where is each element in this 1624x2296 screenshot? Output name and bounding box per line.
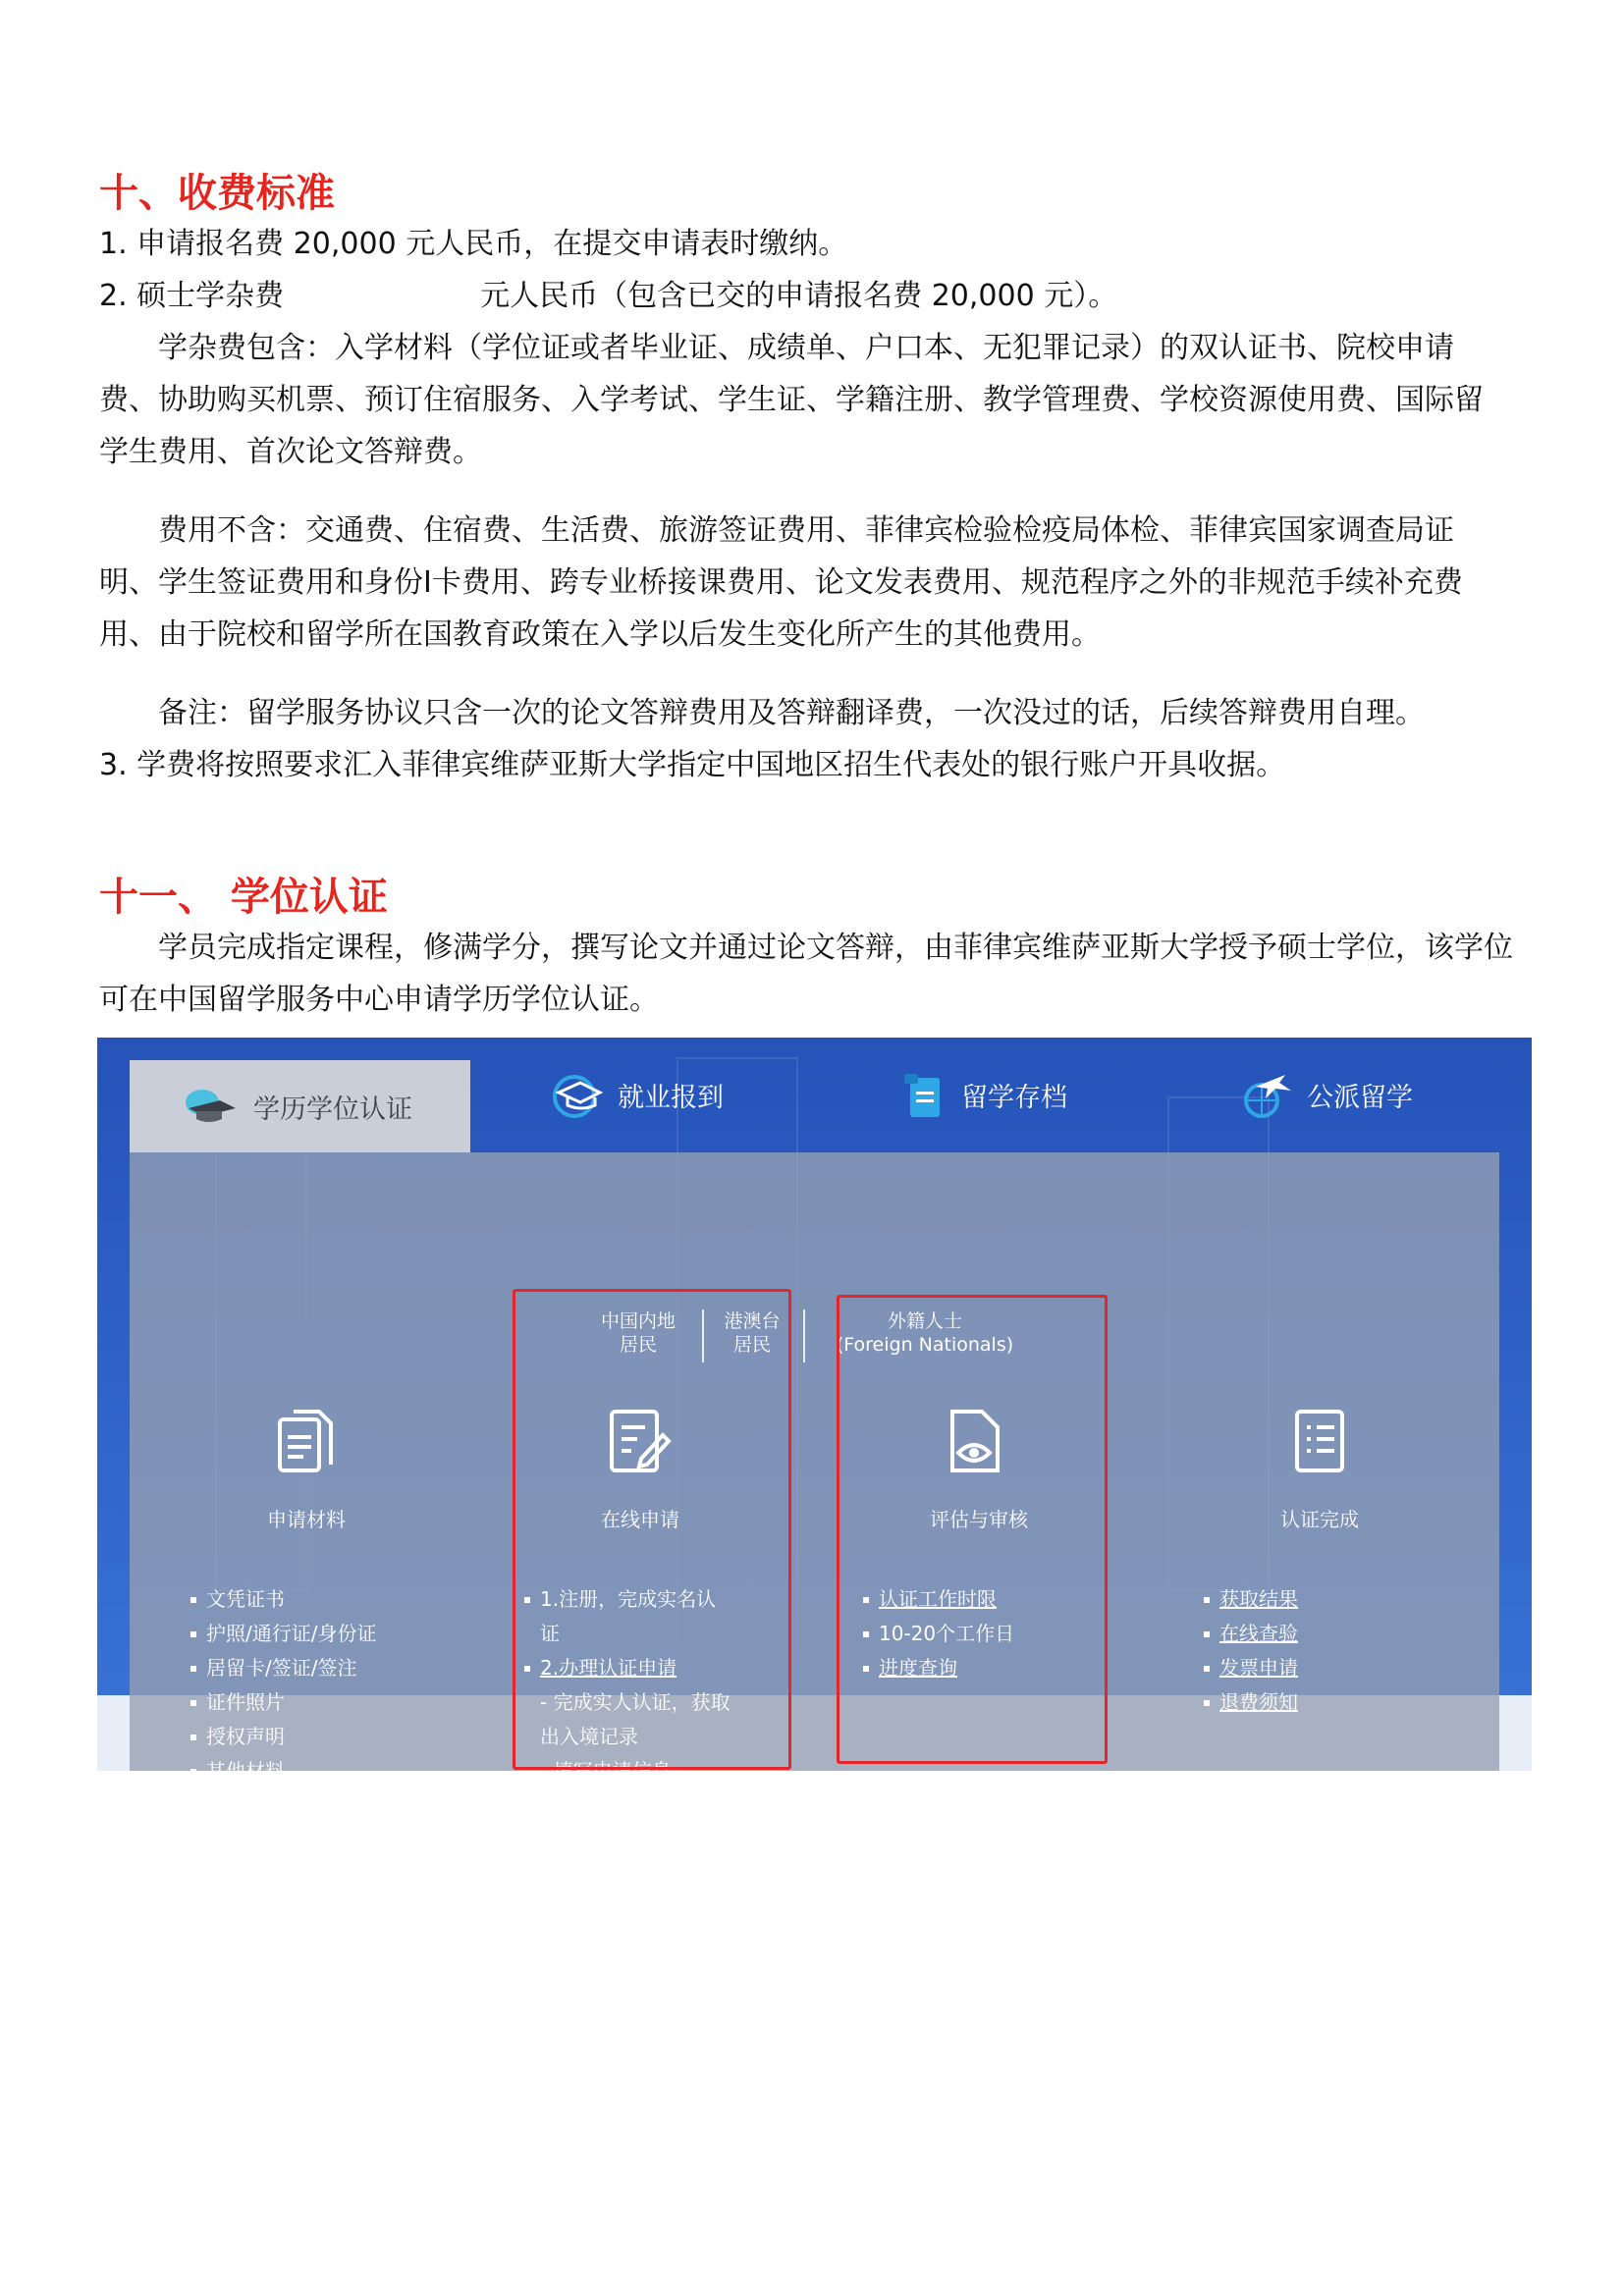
embedded-screenshot — [97, 1038, 1532, 1851]
fees-include-line-2: 费、协助购买机票、预订住宿服务、入学考试、学生证、学籍注册、教学管理费、学校资源使用费、国际留 — [99, 383, 1484, 417]
airplane-globe-icon — [1236, 1069, 1293, 1122]
list-item: 证件照片 — [190, 1685, 436, 1720]
apply-verification-link[interactable]: 2.办理认证申请 — [524, 1651, 770, 1685]
region-line: 居民 — [732, 1334, 771, 1356]
region-line: 中国内地 — [600, 1310, 676, 1332]
fee-line-2-prefix: 2. 硕士学杂费 — [99, 279, 285, 313]
section-10-heading: 十、收费标准 — [99, 171, 335, 216]
online-check-link[interactable]: 在线查验 — [1204, 1617, 1449, 1651]
list-item: 其他材料 — [190, 1754, 436, 1789]
list-item: 文凭证书 — [190, 1582, 436, 1617]
graduation-cap-icon — [179, 1085, 240, 1128]
documents-icon — [272, 1406, 341, 1476]
tab-employment-report[interactable] — [551, 1038, 724, 1152]
list-subitem: - 完成实人认证，获取 — [540, 1690, 731, 1714]
fees-exclude-line-2: 明、学生签证费用和身份I卡费用、跨专业桥接课费用、论文发表费用、规范程序之外的非规范手续补充费 — [99, 565, 1463, 600]
tab-study-archive[interactable] — [900, 1038, 1067, 1152]
region-line: 外籍人士 — [887, 1310, 962, 1332]
cap-outline-icon — [551, 1071, 604, 1120]
list-subitem: 出入境记录 — [540, 1725, 638, 1748]
region-line: 港澳台 — [724, 1310, 781, 1332]
step-title: 申请材料 — [267, 1508, 346, 1531]
fees-exclude-line-1: 费用不含：交通费、住宿费、生活费、旅游签证费用、菲律宾检验检疫局体检、菲律宾国家调查局证 — [158, 513, 1454, 548]
fees-include-line-1: 学杂费包含：入学材料（学位证或者毕业证、成绩单、户口本、无犯罪记录）的双认证书、院校申请 — [158, 331, 1454, 365]
fees-exclude-line-3: 用、由于院校和留学所在国教育政策在入学以后发生变化所产生的其他费用。 — [99, 617, 1101, 652]
degree-body-line-2: 可在中国留学服务中心申请学历学位认证。 — [99, 983, 659, 1017]
tab-government-study[interactable] — [1236, 1038, 1413, 1152]
checklist-icon — [1289, 1406, 1350, 1476]
list-item: 1.注册，完成实名认 — [524, 1582, 770, 1617]
refund-notice-link[interactable]: 退费须知 — [1204, 1685, 1449, 1720]
fee-line-2-suffix: 元人民币（包含已交的申请报名费 20,000 元）。 — [480, 279, 1118, 313]
invoice-request-link[interactable]: 发票申请 — [1204, 1651, 1449, 1685]
materials-list — [190, 1582, 436, 1823]
materials-details-link[interactable]: 材料详情 — [190, 1789, 436, 1823]
get-result-link[interactable]: 获取结果 — [1204, 1582, 1449, 1617]
step-title: 认证完成 — [1280, 1508, 1359, 1531]
document-archive-icon — [900, 1070, 947, 1121]
progress-query-link[interactable]: 进度查询 — [863, 1651, 1109, 1685]
fees-include-line-3: 学生费用、首次论文答辩费。 — [99, 435, 482, 469]
region-line: 居民 — [619, 1334, 657, 1356]
list-subitem: - 填写申请信息 — [540, 1759, 672, 1783]
highlight-online-application — [513, 1289, 791, 1770]
list-subitem: - 上传申请材料 — [540, 1793, 672, 1817]
tab-label: 公派留学 — [1307, 1083, 1413, 1113]
list-item: 居留卡/签证/签注 — [190, 1651, 436, 1685]
tab-label: 留学存档 — [961, 1083, 1067, 1113]
tab-degree-verification[interactable] — [130, 1060, 470, 1152]
tab-label: 就业报到 — [618, 1083, 724, 1113]
step-title: 评估与审核 — [930, 1508, 1028, 1531]
tab-label: 学历学位认证 — [253, 1094, 412, 1125]
verification-time-link[interactable]: 认证工作时限 — [863, 1582, 1109, 1617]
fee-line-2 — [99, 270, 1117, 323]
highlight-evaluation-review — [837, 1295, 1108, 1764]
list-subitem: - 在线支付费用 — [540, 1828, 672, 1851]
degree-body-line-1: 学员完成指定课程，修满学分，撰写论文并通过论文答辩，由菲律宾维萨亚斯大学授予硕士学位，该学位 — [158, 931, 1513, 965]
list-item: 授权声明 — [190, 1720, 436, 1754]
fee-line-1: 1. 申请报名费 20,000 元人民币，在提交申请表时缴纳。 — [99, 227, 848, 261]
verification-panel — [130, 1152, 1499, 1851]
list-item: 10-20个工作日 — [863, 1617, 1109, 1651]
step-title: 在线申请 — [601, 1508, 679, 1531]
region-divider — [803, 1309, 805, 1362]
section-11-heading: 十一、 学位认证 — [99, 875, 388, 920]
list-item-continued: 证 — [540, 1622, 560, 1645]
list-item: 护照/通行证/身份证 — [190, 1617, 436, 1651]
fee-line-3: 3. 学费将按照要求汇入菲律宾维萨亚斯大学指定中国地区招生代表处的银行账户开具收据。 — [99, 748, 1286, 782]
region-line: (Foreign Nationals) — [836, 1334, 1014, 1356]
remark-line: 备注：留学服务协议只含一次的论文答辩费用及答辩翻译费，一次没过的话，后续答辩费用自理。 — [158, 696, 1425, 730]
completion-list — [1204, 1582, 1449, 1720]
